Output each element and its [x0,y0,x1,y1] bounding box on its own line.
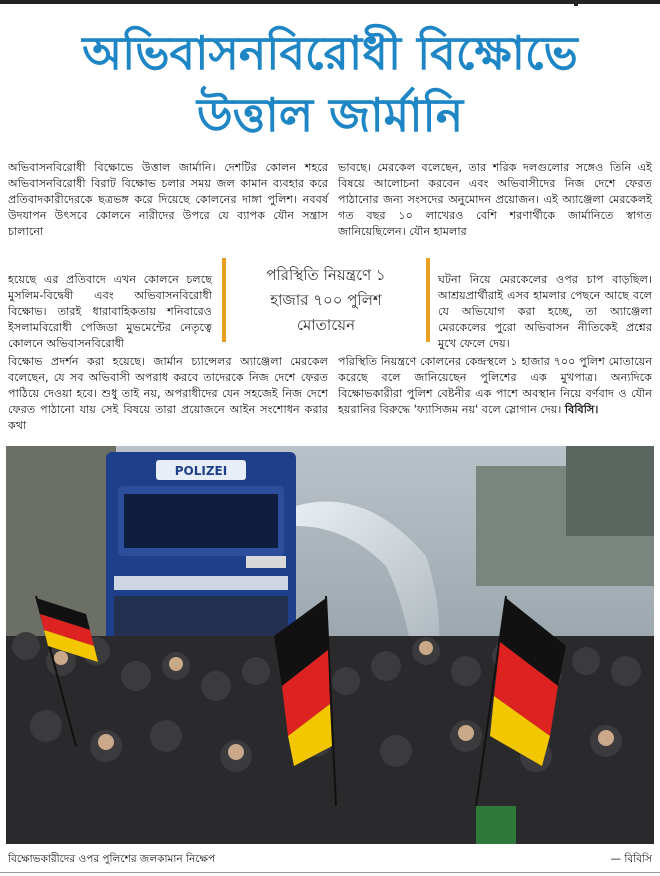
pullquote-line-2: হাজার ৭০০ পুলিশ [270,291,382,309]
article-col1-middle: হয়েছে এর প্রতিবাদে এখন কোলনে চলছে মুসলিম-বিদ্বেষী এবং অভিবাসনবিরোধী বিক্ষোভ। তারই ধারাবাহিকতায় শনিবারেও ইসলামবিরোধী পেজিডা মুভমেন্টের নেতৃত্বে কোলনে অভিবাসনবিরোধী [8,273,212,351]
news-photo [6,446,654,844]
top-mark [574,0,578,6]
headline [0,22,660,146]
pullquote [222,258,430,342]
headline-line-1: অভিবাসনবিরোধী বিক্ষোভে [82,26,578,80]
top-rule [0,0,660,4]
article-col1-bottom: বিক্ষোভ প্রদর্শন করা হয়েছে। জার্মান চ্যান্সেলর অ্যাঞ্জেলা মেরকেল বলেছেন, যে সব অভিবাসী অপরাধ করবে তাদেরকে নিজ দেশে ফেরত পাঠিয়ে দেওয়া হবে। শুধু তাই নয়, অপরাধীদের যেন সহজেই নিজ দেশে ফেরত পাঠানো যায় সেই বিষয়ে তারা প্রয়োজনে আইন সংশোধন করার কথা [8,355,328,433]
article-col2-top: ভাবছে। মেরকেল বলেছেন, তার শরিক দলগুলোর সঙ্গেও তিনি এই বিষয়ে আলোচনা করবেন এবং অভিবাসীদের নিজ দেশে ফেরত পাঠানোর জন্য সংসদের অনুমোদন প্রয়োজন। এই অ্যাঞ্জেলা মেরকেলই গত বছর ১০ লাখেরও বেশি শরণার্থীকে জার্মানিতে স্বাগত জানিয়েছিলেন। যৌন হামলার [338,161,652,239]
article-col2-middle: ঘটনা নিয়ে মেরকেলের ওপর চাপ বাড়ছিল। আশ্রয়প্রার্থীরাই এসব হামলার পেছনে আছে বলে যে অভিযোগ করা হচ্ছে, তা অ্যাঞ্জেলা মেরকেলের পুরো অভিবাসন নীতিকেই প্রশ্নের মুখে ফেলে দেয়। [438,273,652,351]
article-source-tag: বিবিসি। [564,403,599,417]
pullquote-line-1: পরিস্থিতি নিয়ন্ত্রণে ১ [266,266,386,284]
protest-scene [6,446,654,844]
photo-caption: বিক্ষোভকারীদের ওপর পুলিশের জলকামান নিক্ষেপ [8,853,216,865]
pullquote-line-3: মোতায়েন [296,316,356,334]
photo-credit: — বিবিসি [610,853,652,865]
polizei-sign: POLIZEI [174,464,228,478]
bottom-rule [0,872,660,873]
article-col2-bottom-text: পরিস্থিতি নিয়ন্ত্রণে কোলনের কেন্দ্রস্থলে ১ হাজার ৭০০ পুলিশ মোতায়েন করেছে বলে জানিয়েছেন পুলিশের এক মুখপাত্র। অন্যদিকে বিক্ষোভকারীরা পুলিশ বেষ্টনীর এক পাশে অবস্থান নিয়ে বর্ণবাদ ও যৌন হয়রানির বিরুদ্ধে 'ফ্যাসিজম নয়' বলে স্লোগান দেয়। [338,355,652,417]
headline-line-2: উত্তাল জার্মানি [196,88,464,142]
article-col2-bottom [338,354,652,418]
article-col1-top: অভিবাসনবিরোধী বিক্ষোভে উত্তাল জার্মানি। দেশটির কোলন শহরে অভিবাসনবিরোধী বিরাট বিক্ষোভ চলার সময় জল কামান ব্যবহার করে প্রতিবাদকারীদেরকে ছত্রভঙ্গ করে দিয়েছে কোলনের দাঙ্গা পুলিশ। নববর্ষ উদযাপন উৎসবে কোলনে নারীদের উপরে যে ব্যাপক যৌন সন্ত্রাস চালানো [8,161,328,239]
